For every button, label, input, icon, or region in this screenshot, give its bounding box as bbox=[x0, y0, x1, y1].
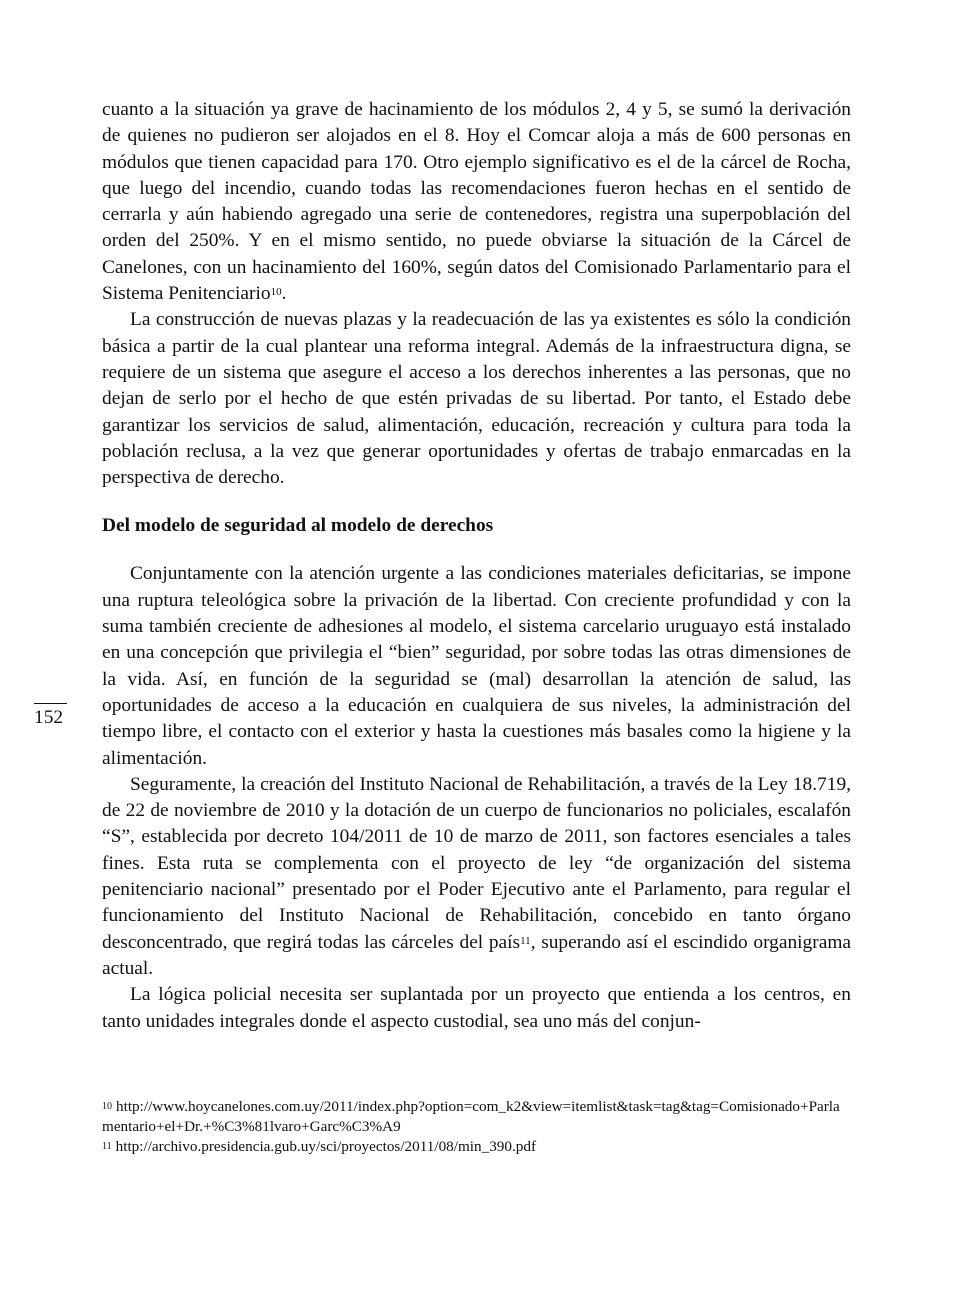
footnote-11 bbox=[102, 1137, 851, 1157]
footnote-ref-11[interactable]: 11 bbox=[520, 934, 531, 947]
paragraph-4: Seguramente, la creación del Instituto Nacional de Rehabilitación, a través de la Ley 18.719, de 22 de noviembre de 2010 y la dotación de un cuerpo de funcionarios no policiales, escalafón “S”, establecida por decreto 104/2011 de 10 de marzo de 2011, son factores esenciales a tales fines. Esta ruta se complementa con el proyecto de ley “de organización del sistema penitenciario nacional” presentado por el Poder Ejecutivo ante el Parlamento, para regular el funcionamiento del Instituto Nacional de Rehabilitación, concebido en tanto órgano desconcentrado, que regirá todas las cárceles del país$^{11}$, superando así el escindido organigrama actual. bbox=[102, 773, 852, 979]
paragraph-2: La construcción de nuevas plazas y la readecuación de las ya existentes es sólo la condición básica a partir de la cual plantear una reforma integral. Además de la infraestructura digna, se requiere de un sistema que asegure el acceso a los derechos inherentes a las personas, que no dejan de serlo por el hecho de que estén privadas de su libertad. Por tanto, el Estado debe garantizar los servicios de salud, alimentación, educación, recreación y cultura para toda la población reclusa, a la vez que generar oportunidades y ofertas de trabajo enmarcadas en la perspectiva de derecho. bbox=[102, 309, 851, 489]
footnote-link[interactable]: http://www.hoycanelones.com.uy/2011/index.php?option=com_k2&view=itemlist&task=tag&tag=Comisionado+Parlamentario+el+Dr.+%C3%81lvaro+Garc%C3%A9 bbox=[102, 1098, 840, 1135]
paragraph-3: Conjuntamente con la atención urgente a las condiciones materiales deficitarias, se impone una ruptura teleológica sobre la privación de la libertad. Con creciente profundidad y con la suma también creciente de adhesiones al modelo, el sistema carcelario uruguayo está instalado en una concepción que privilegia el “bien” seguridad, por sobre todas las otras dimensiones de la vida. Así, en función de la seguridad se (mal) desarrollan la atención de salud, las oportunidades de acceso a la educación en cualquiera de sus niveles, la administración del tiempo libre, el contacto con el exterior y hasta la cuestiones más basales como la higiene y la alimentación. bbox=[102, 563, 851, 769]
footnote-10 bbox=[102, 1097, 851, 1137]
page-body bbox=[102, 97, 851, 1035]
footnote-link[interactable]: http://archivo.presidencia.gub.uy/sci/proyectos/2011/08/min_390.pdf bbox=[115, 1138, 537, 1155]
footnotes bbox=[102, 1097, 851, 1157]
page-number: 152 bbox=[34, 707, 64, 728]
section-heading: Del modelo de seguridad al modelo de derechos bbox=[102, 515, 494, 537]
paragraph-5: La lógica policial necesita ser suplantada por un proyecto que entienda a los centros, en tanto unidades integrales donde el aspecto custodial, sea uno más del conjun- bbox=[102, 984, 851, 1032]
page-number-rule bbox=[34, 703, 67, 704]
paragraph-1: cuanto a la situación ya grave de hacinamiento de los módulos 2, 4 y 5, se sumó la derivación de quienes no pudieron ser alojados en el 8. Hoy el Comcar aloja a más de 600 personas en módulos que tienen capacidad para 170. Otro ejemplo significativo es el de la cárcel de Rocha, que luego del incendio, cuando todas las recomendaciones fueron hechas en el sentido de cerrarla y aún habiendo agregado una serie de contenedores, registra una superpoblación del orden del 250%. Y en el mismo sentido, no puede obviarse la situación de la Cárcel de Canelones, con un hacinamiento del 160%, según datos del Comisionado Parlamentario para el Sistema Penitenciario$^{10}$. bbox=[102, 99, 851, 305]
footnote-mark: 11 bbox=[102, 1141, 112, 1152]
footnote-mark: 10 bbox=[102, 1101, 112, 1112]
footnote-ref-10[interactable]: 10 bbox=[270, 286, 282, 299]
